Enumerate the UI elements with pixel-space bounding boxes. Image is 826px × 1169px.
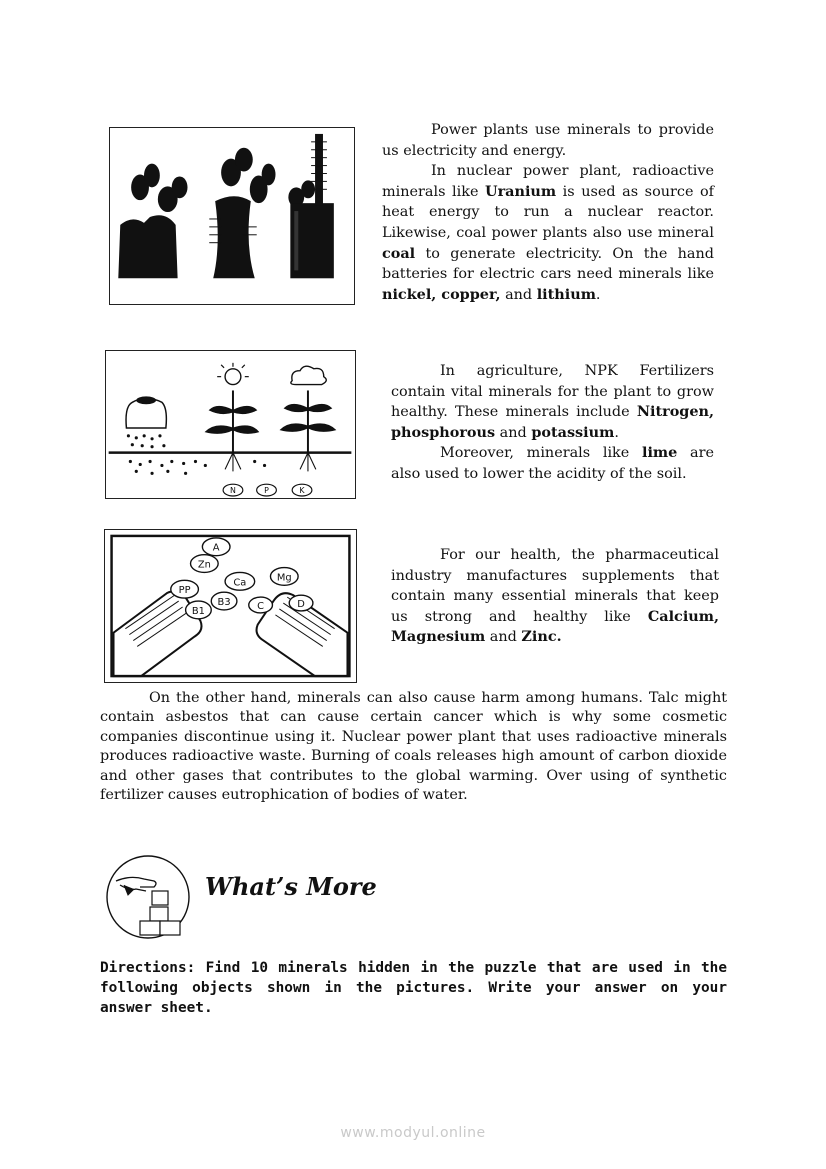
whats-more-icon <box>106 855 190 939</box>
pill-b1-label: B1 <box>191 605 205 617</box>
power-plant-illustration <box>109 127 355 305</box>
supplements-drawing <box>105 530 356 682</box>
harm-paragraph <box>100 689 727 805</box>
power-plant-drawing <box>110 128 354 304</box>
pill-d-label: D <box>297 598 305 610</box>
power-plant-details: In nuclear power plant, radioactive minerals like Uranium is used as source of heat energy to run a nuclear reactor. Likewise, coal power plants also use mineral coal to generate electricity. On the hand batteries for electric cars need minerals like nickel, copper, and lithium. <box>382 163 715 303</box>
pill-ca-label: Ca <box>233 577 247 589</box>
nutrient-p-label: P <box>264 486 269 496</box>
pill-c-label: C <box>257 600 265 612</box>
agriculture-npk: In agriculture, NPK Fertilizers contain vital minerals for the plant to grow healthy. These minerals include Nitrogen, phosphorous and potassium. <box>391 363 714 441</box>
nutrient-n-label: N <box>230 486 236 496</box>
fertilizer-drawing <box>106 351 355 498</box>
harm-text: On the other hand, minerals can also cause harm among humans. Talc might contain asbestos that can cause certain cancer which is why some cosmetic companies discontinue using it. Nuclear power plant that uses radioactive minerals produces radioactive waste. Burning of coals releases high amount of carbon dioxide and other gases that contributes to the global warming. Over using of synthetic fertilizer causes eutrophication of bodies of water. <box>100 690 727 804</box>
nutrient-k-label: K <box>299 486 305 496</box>
pill-b3-label: B3 <box>217 597 231 609</box>
health-text <box>391 545 719 648</box>
hand-blocks-icon <box>106 855 190 939</box>
footer-watermark: www.modyul.online <box>340 1125 486 1141</box>
directions-text: Directions: Find 10 minerals hidden in the puzzle that are used in the following objects shown in the pictures. Write your answer on your answer sheet. <box>100 960 727 1016</box>
agriculture-text <box>391 361 714 485</box>
pill-zn-label: Zn <box>197 559 211 571</box>
fertilizer-illustration <box>105 350 356 499</box>
whats-more-title: What’s More <box>205 872 377 901</box>
power-plant-intro: Power plants use minerals to provide us electricity and energy. <box>382 122 714 159</box>
pill-pp-label: PP <box>178 585 191 597</box>
pill-mg-label: Mg <box>276 572 292 584</box>
power-plant-text <box>382 120 714 305</box>
health-paragraph: For our health, the pharmaceutical industry manufactures supplements that contain many essential minerals that keep us strong and healthy like Calcium, Magnesium and Zinc. <box>391 547 719 646</box>
agriculture-lime: Moreover, minerals like lime are also used to lower the acidity of the soil. <box>391 444 714 482</box>
pill-a-label: A <box>212 542 220 554</box>
supplements-illustration <box>104 529 357 683</box>
